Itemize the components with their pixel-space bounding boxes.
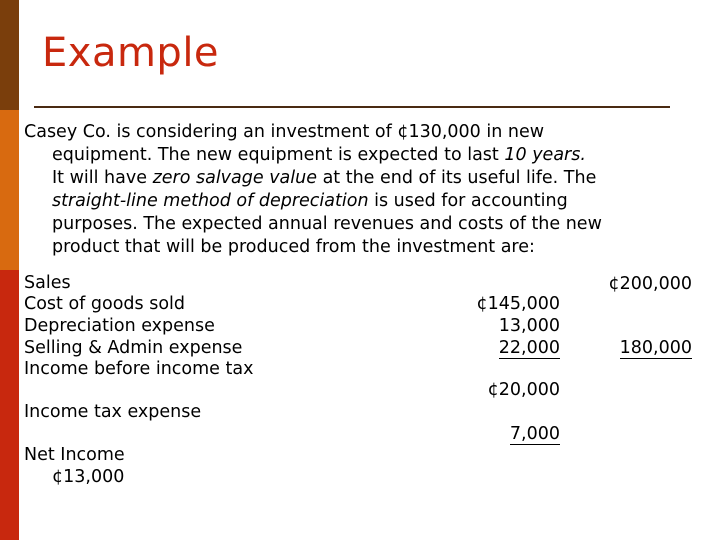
- depreciation-value: 13,000: [498, 316, 560, 336]
- paragraph-text: It will have: [52, 168, 153, 188]
- paragraph-line: [24, 121, 704, 144]
- paragraph-text: equipment. The new equipment is expected to last: [52, 145, 505, 165]
- income-tax-value-text: 7,000: [509, 424, 560, 444]
- selling-admin-label: Selling & Admin expense: [24, 338, 243, 358]
- selling-admin-value: [499, 338, 560, 360]
- paragraph-line: [24, 190, 704, 213]
- accent-bar-bottom: [0, 270, 19, 540]
- total-costs-value: [620, 338, 692, 360]
- income-before-tax-value: ¢20,000: [487, 380, 560, 400]
- total-costs-value-text: 180,000: [619, 338, 692, 358]
- selling-admin-value-text: 22,000: [498, 338, 560, 358]
- net-income-value: ¢13,000: [52, 467, 125, 487]
- paragraph-text: product that will be produced from the investment are:: [52, 237, 535, 257]
- cogs-value: ¢145,000: [476, 294, 560, 314]
- paragraph-text: purposes. The expected annual revenues and costs of the new: [52, 214, 602, 234]
- sales-label: Sales: [24, 273, 71, 293]
- paragraph-line: [24, 167, 704, 190]
- problem-paragraph: [24, 121, 704, 259]
- paragraph-text: Casey Co. is considering an investment of ¢130,000 in new: [24, 122, 545, 142]
- accent-bar-middle: [0, 110, 19, 270]
- title-divider: [34, 106, 670, 108]
- depreciation-label: Depreciation expense: [24, 316, 215, 336]
- emphasis-useful-life: 10 years.: [504, 145, 586, 165]
- paragraph-line: [24, 213, 704, 236]
- income-tax-label: Income tax expense: [24, 402, 202, 422]
- income-before-tax-label: Income before income tax: [24, 359, 254, 379]
- net-income-label: Net Income: [24, 445, 125, 465]
- paragraph-line: [24, 236, 704, 259]
- emphasis-salvage-value: zero salvage value: [152, 168, 318, 188]
- sales-value: ¢200,000: [608, 274, 692, 294]
- paragraph-text: is used for accounting: [368, 191, 568, 211]
- accent-bar-top: [0, 0, 19, 110]
- slide-title: Example: [42, 30, 220, 76]
- emphasis-depreciation-method: straight-line method of depreciation: [52, 191, 369, 211]
- cogs-label: Cost of goods sold: [24, 294, 186, 314]
- paragraph-line: [24, 144, 704, 167]
- income-tax-value: [510, 424, 560, 446]
- paragraph-text: at the end of its useful life. The: [317, 168, 597, 188]
